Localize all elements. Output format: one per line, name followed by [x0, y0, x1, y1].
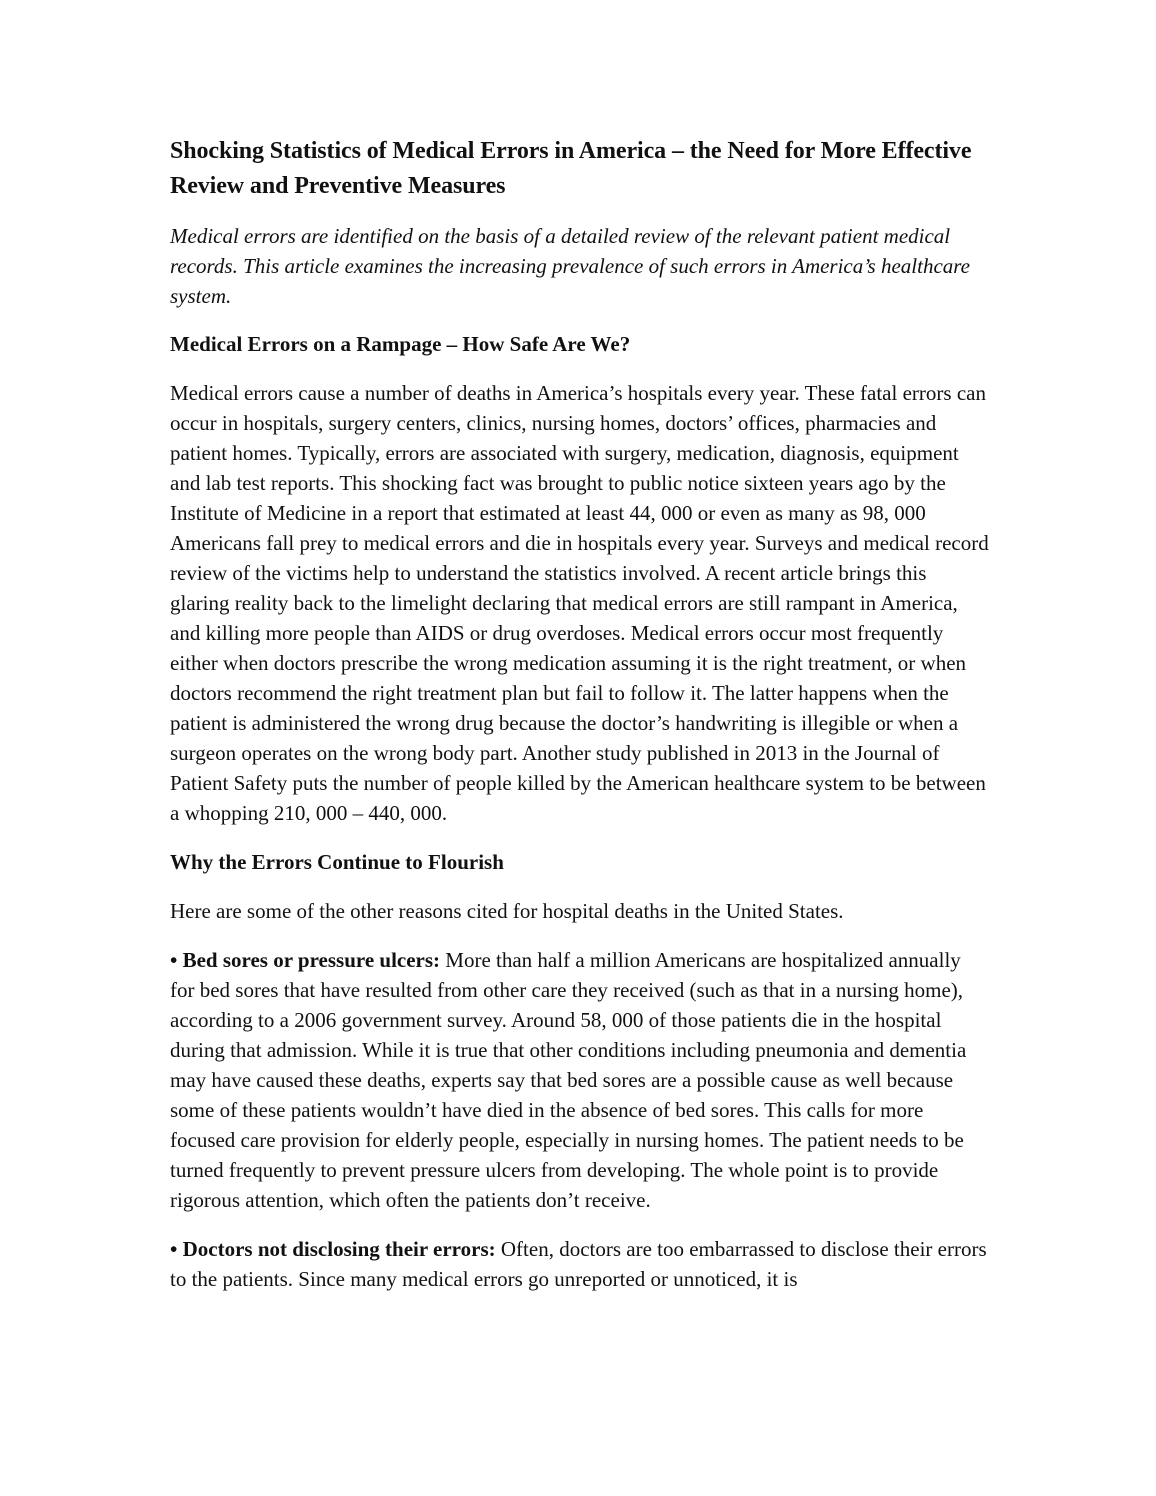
document-title: Shocking Statistics of Medical Errors in America – the Need for More Effective Review and Preventive Measures	[170, 138, 972, 199]
intro-paragraph: Medical errors are identified on the basis of a detailed review of the relevant patient medical records. This article examines the increasing prevalence of such errors in America’s healthcare system.	[170, 224, 970, 308]
bullet-text-doctors-disclosing: Often, doctors are too embarrassed to disclose their errors to the patients. Since many medical errors go unreported or unnoticed, it is	[170, 1237, 987, 1291]
bullet-bed-sores	[170, 945, 990, 1215]
bullet-doctors-disclosing	[170, 1234, 990, 1294]
bullet-lead-bed-sores: • Bed sores or pressure ulcers:	[170, 948, 441, 972]
section-heading-flourish: Why the Errors Continue to Flourish	[170, 850, 504, 874]
bullet-lead-doctors-disclosing: • Doctors not disclosing their errors:	[170, 1237, 496, 1261]
section-heading-rampage: Medical Errors on a Rampage – How Safe Are We?	[170, 332, 631, 356]
reasons-intro-paragraph: Here are some of the other reasons cited for hospital deaths in the United States.	[170, 899, 844, 923]
body-paragraph-rampage: Medical errors cause a number of deaths in America’s hospitals every year. These fatal errors can occur in hospitals, surgery centers, clinics, nursing homes, doctors’ offices, pharmacies and patient homes. Typically, errors are associated with surgery, medication, diagnosis, equipment and lab test reports. This shocking fact was brought to public notice sixteen years ago by the Institute of Medicine in a report that estimated at least 44, 000 or even as many as 98, 000 Americans fall prey to medical errors and die in hospitals every year. Surveys and medical record review of the victims help to understand the statistics involved. A recent article brings this glaring reality back to the limelight declaring that medical errors are still rampant in America, and killing more people than AIDS or drug overdoses. Medical errors occur most frequently either when doctors prescribe the wrong medication assuming it is the right treatment, or when doctors recommend the right treatment plan but fail to follow it. The latter happens when the patient is administered the wrong drug because the doctor’s handwriting is illegible or when a surgeon operates on the wrong body part. Another study published in 2013 in the Journal of Patient Safety puts the number of people killed by the American healthcare system to be between a whopping 210, 000 – 440, 000.	[170, 381, 989, 825]
document-page	[170, 134, 990, 1313]
bullet-text-bed-sores: More than half a million Americans are hospitalized annually for bed sores that have resulted from other care they received (such as that in a nursing home), according to a 2006 government survey. Around 58, 000 of those patients die in the hospital during that admission. While it is true that other conditions including pneumonia and dementia may have caused these deaths, experts say that bed sores are a possible cause as well because some of these patients wouldn’t have died in the absence of bed sores. This calls for more focused care provision for elderly people, especially in nursing homes. The patient needs to be turned frequently to prevent pressure ulcers from developing. The whole point is to provide rigorous attention, which often the patients don’t receive.	[170, 948, 967, 1212]
